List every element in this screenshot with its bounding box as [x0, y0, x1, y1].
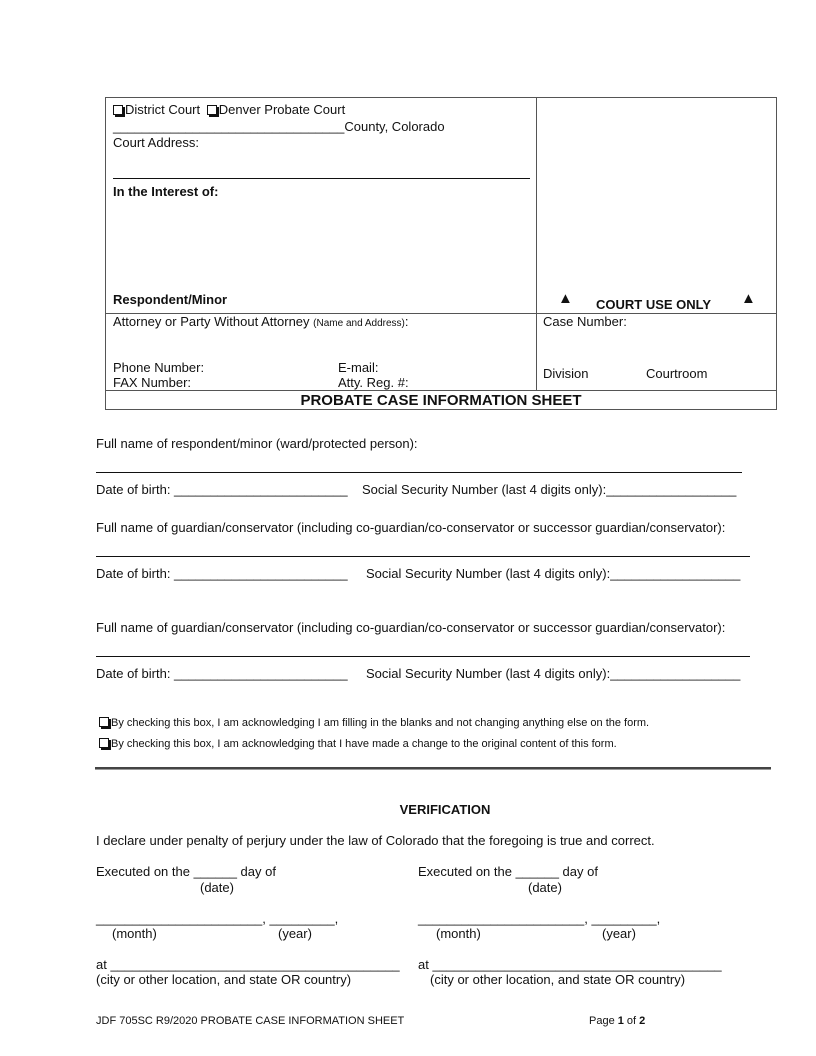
phone-label: Phone Number:	[113, 360, 205, 375]
form-title: PROBATE CASE INFORMATION SHEET	[300, 392, 582, 409]
date-label-right: (date)	[528, 880, 562, 895]
location-field-right[interactable]: at ________________________________________	[418, 957, 722, 972]
executed-on-right[interactable]: Executed on the ______ day of	[418, 864, 598, 879]
ack-no-change	[99, 717, 649, 729]
respondent-name-field[interactable]	[96, 472, 742, 473]
footer-page-number: Page 1 of 2	[589, 1015, 646, 1027]
executed-on-left[interactable]: Executed on the ______ day of	[96, 864, 276, 879]
guardian2-name-field[interactable]	[96, 656, 750, 657]
guardian1-dob-field[interactable]: Date of birth: ________________________	[96, 566, 348, 581]
ack-changed-text: By checking this box, I am acknowledging that I have made a change to the original content of this form.	[111, 738, 617, 750]
ack-no-change-checkbox[interactable]	[99, 717, 109, 727]
respondent-dob-field[interactable]: Date of birth: ________________________	[96, 482, 348, 497]
respondent-name-label: Full name of respondent/minor (ward/protected person):	[96, 436, 418, 451]
year-label-right: (year)	[602, 926, 636, 941]
attorney-hint: (Name and Address)	[313, 318, 405, 329]
month-label-left: (month)	[112, 926, 157, 941]
division-label: Division	[543, 366, 589, 381]
title-row-divider	[105, 390, 777, 391]
footer-form-id: JDF 705SC R9/2020 PROBATE CASE INFORMATION SHEET	[96, 1015, 405, 1027]
month-year-field-right[interactable]: _______________________, _________,	[418, 911, 661, 926]
court-use-only-label: COURT USE ONLY	[596, 297, 712, 312]
caption-box	[105, 97, 777, 410]
interest-of-label: In the Interest of:	[113, 184, 219, 199]
court-type-row	[113, 102, 345, 117]
month-year-field-left[interactable]: _______________________, _________,	[96, 911, 339, 926]
district-court-checkbox[interactable]	[113, 105, 123, 115]
case-number-label: Case Number:	[543, 314, 627, 329]
verification-heading: VERIFICATION	[399, 802, 491, 817]
respondent-ssn-field[interactable]: Social Security Number (last 4 digits only):__________________	[362, 482, 737, 497]
denver-probate-checkbox[interactable]	[207, 105, 217, 115]
guardian2-name-label: Full name of guardian/conservator (including co-guardian/co-conservator or successor guardian/conservator):	[96, 620, 726, 635]
declaration-text: I declare under penalty of perjury under the law of Colorado that the foregoing is true and correct.	[96, 833, 655, 848]
court-address-label: Court Address:	[113, 135, 199, 150]
ack-changed	[99, 738, 617, 750]
court-address-line	[113, 178, 530, 179]
section-divider	[95, 767, 771, 769]
email-label: E-mail:	[338, 360, 379, 375]
year-label-left: (year)	[278, 926, 312, 941]
attorney-label: Attorney or Party Without Attorney (Name and Address):	[113, 314, 409, 329]
guardian2-dob-field[interactable]: Date of birth: ________________________	[96, 666, 348, 681]
ack-changed-checkbox[interactable]	[99, 738, 109, 748]
court-use-left-arrow-icon: ▲	[558, 290, 573, 307]
guardian2-ssn-field[interactable]: Social Security Number (last 4 digits only):__________________	[366, 666, 741, 681]
respondent-label: Respondent/Minor	[113, 292, 228, 307]
county-field[interactable]: ________________________________County, Colorado	[113, 119, 445, 134]
atty-reg-label: Atty. Reg. #:	[338, 375, 409, 390]
fax-label: FAX Number:	[113, 375, 192, 390]
date-label-left: (date)	[200, 880, 234, 895]
guardian1-name-field[interactable]	[96, 556, 750, 557]
ack-no-change-text: By checking this box, I am acknowledging I am filling in the blanks and not changing anything else on the form.	[111, 717, 650, 729]
month-label-right: (month)	[436, 926, 481, 941]
court-use-right-arrow-icon: ▲	[741, 290, 756, 307]
guardian1-name-label: Full name of guardian/conservator (including co-guardian/co-conservator or successor guardian/conservator):	[96, 520, 726, 535]
location-field-left[interactable]: at ________________________________________	[96, 957, 400, 972]
district-court-label: District Court	[125, 102, 201, 117]
denver-probate-label: Denver Probate Court	[218, 102, 346, 117]
location-label-left: (city or other location, and state OR country)	[96, 972, 352, 987]
courtroom-label: Courtroom	[646, 366, 708, 381]
caption-divider	[536, 97, 537, 391]
guardian1-ssn-field[interactable]: Social Security Number (last 4 digits only):__________________	[366, 566, 741, 581]
location-label-right: (city or other location, and state OR country)	[430, 972, 686, 987]
